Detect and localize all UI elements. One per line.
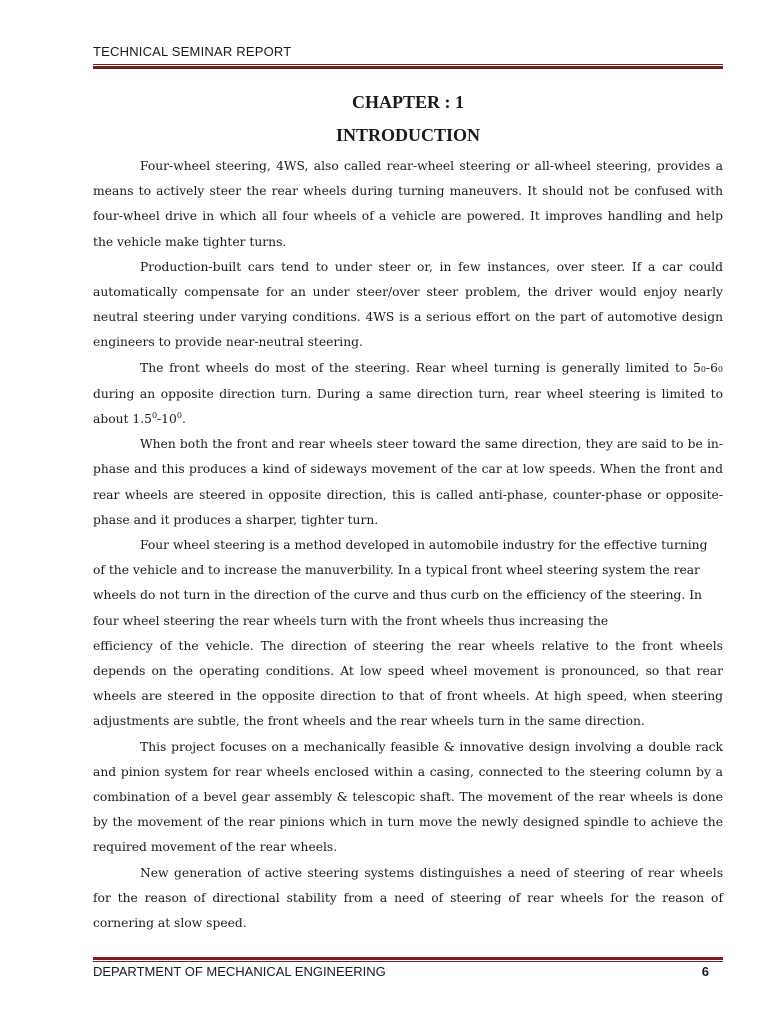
document-body: [93, 154, 723, 936]
paragraph-text: -6: [705, 360, 718, 375]
paragraph: wheels do not turn in the direction of the curve and thus curb on the efficiency of the steering. In four wheel steering the rear wheels turn with the front wheels thus increasing the: [93, 588, 702, 628]
paragraph-text: .: [181, 412, 186, 427]
paragraph-text: -10: [157, 412, 177, 427]
degree-mark: 0: [700, 364, 706, 374]
paragraph-text: during an opposite direction turn. During a same direction turn, rear wheel steering is limited to about 1.5: [93, 386, 723, 427]
degree-mark: 0: [717, 364, 723, 374]
footer-rule: [93, 957, 723, 962]
paragraph: Four-wheel steering, 4WS, also called rear-wheel steering or all-wheel steering, provides a means to actively steer the rear wheels during turning maneuvers. It should not be confused with four-wheel drive in which all four wheels of a vehicle are powered. It improves handling and help the vehicle make tighter turns.: [93, 159, 723, 249]
header-rule: [93, 64, 723, 69]
degree-mark: 0: [176, 410, 182, 420]
paragraph: Four wheel steering is a method developed in automobile industry for the effective turning of the vehicle and to increase the manuverbility. In a typical front wheel steering system the rear: [93, 538, 708, 578]
paragraph: When both the front and rear wheels steer toward the same direction, they are said to be in-phase and this produces a kind of sideways movement of the car at low speeds. When the front and rear wheels are steered in opposite direction, this is called anti-phase, counter-phase or opposite-phase and it produces a sharper, tighter turn.: [93, 437, 723, 527]
running-footer: [93, 964, 723, 979]
chapter-title: INTRODUCTION: [335, 125, 481, 145]
paragraph: New generation of active steering systems distinguishes a need of steering of rear wheels for the reason of directional stability from a need of steering of rear wheels for the reason of cornering at slow speed.: [93, 865, 723, 931]
paragraph: This project focuses on a mechanically feasible & innovative design involving a double rack and pinion system for rear wheels enclosed within a casing, connected to the steering column by a combination of a bevel gear assembly & telescopic shaft. The movement of the rear wheels is done by the movement of the rear pinions which in turn move the newly designed spindle to achieve the required movement of the rear wheels.: [93, 739, 723, 855]
department-label: DEPARTMENT OF MECHANICAL ENGINEERING: [93, 964, 386, 979]
paragraph-text: The front wheels do most of the steering. Rear wheel turning is generally limited to 5: [140, 360, 701, 375]
chapter-label: CHAPTER : 1: [352, 92, 464, 112]
running-header: TECHNICAL SEMINAR REPORT: [93, 44, 292, 59]
page-number: 6: [701, 964, 709, 979]
paragraph: [93, 356, 723, 433]
degree-mark: 0: [151, 410, 158, 420]
paragraph: Production-built cars tend to under steer or, in few instances, over steer. If a car could automatically compensate for an under steer/over steer problem, the driver would enjoy nearly neutral steering under varying conditions. 4WS is a serious effort on the part of automotive design engineers to provide near-neutral steering.: [93, 259, 723, 350]
paragraph: efficiency of the vehicle. The direction of steering the rear wheels relative to the front wheels depends on the operating conditions. At low speed wheel movement is pronounced, so that rear wheels are steered in the opposite direction to that of front wheels. At high speed, when steering adjustments are subtle, the front wheels and the rear wheels turn in the same direction.: [93, 638, 723, 729]
